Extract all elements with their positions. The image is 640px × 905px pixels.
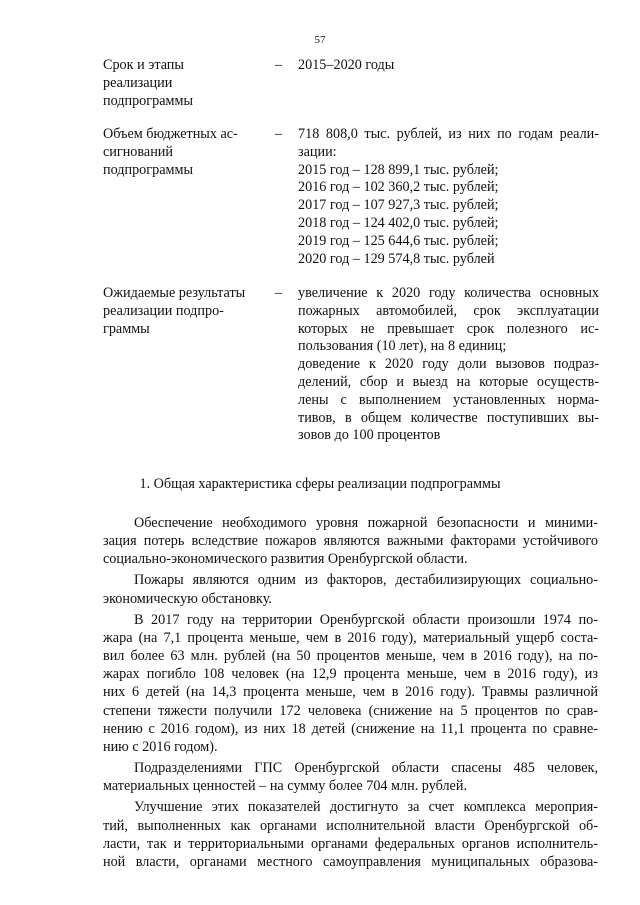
paragraph — [103, 798, 598, 871]
text-line: степени тяжести получили 172 человека (снижение на 5 процентов по срав- — [103, 702, 598, 719]
value-line: пожарных автомобилей, срок эксплуатации — [298, 302, 599, 319]
value-line: 2017 год – 107 927,3 тыс. рублей; — [298, 197, 499, 214]
value-line: увеличение к 2020 году количества основных — [298, 285, 599, 301]
passport-value — [298, 126, 599, 268]
label-line: реализации подпро- — [103, 302, 224, 319]
passport-dash: – — [275, 285, 283, 301]
passport-label — [103, 285, 263, 338]
text-line: них 6 детей (на 14,3 процента меньше, чем в 2016 году). Травмы различной — [103, 684, 598, 701]
value-line: лены с выполнением установленных норма- — [298, 391, 599, 408]
label-line: подпрограммы — [103, 92, 193, 109]
value-line: 2015–2020 годы — [298, 57, 395, 73]
value-line: доведение к 2020 году доли вызовов подраз- — [298, 356, 599, 373]
text-line: Пожары являются одним из факторов, дестабилизирующих социально- — [134, 572, 598, 589]
text-line: вил более 63 млн. рублей (на 50 процентов меньше, чем в 2016 году), на по- — [103, 648, 598, 665]
value-line: 2020 год – 129 574,8 тыс. рублей — [298, 250, 495, 267]
label-line: Срок и этапы — [103, 57, 184, 73]
section-heading: 1. Общая характеристика сферы реализации подпрограммы — [139, 476, 501, 492]
paragraph — [103, 611, 598, 756]
text-line: экономическую обстановку. — [103, 590, 272, 607]
text-line: В 2017 году на территории Оренбургской области произошли 1974 по- — [134, 611, 598, 628]
text-line: нию с 2016 годом). — [103, 738, 218, 755]
text-line: тий, выполненных как органами исполнительной власти Оренбургской об- — [103, 817, 598, 834]
value-line: зации: — [298, 143, 337, 160]
text-line: нению с 2016 годом), из них 18 детей (снижение на 11,1 процента по сравне- — [103, 720, 598, 737]
label-line: Ожидаемые результаты — [103, 285, 246, 301]
value-line: 2016 год – 102 360,2 тыс. рублей; — [298, 179, 499, 196]
paragraph — [103, 759, 598, 795]
text-line: Улучшение этих показателей достигнуто за счет комплекса мероприя- — [134, 799, 598, 816]
value-line: 2019 год – 125 644,6 тыс. рублей; — [298, 232, 499, 249]
text-line: Обеспечение необходимого уровня пожарной безопасности и миними- — [134, 515, 598, 531]
paragraph — [103, 571, 598, 607]
passport-value — [298, 57, 599, 75]
text-line: зация потерь вследствие пожаров являются важными факторами устойчивого — [103, 533, 598, 550]
passport-label — [103, 57, 263, 110]
value-line: делений, сбор и выезд на которые осуществ- — [298, 373, 599, 390]
label-line: граммы — [103, 320, 150, 337]
passport-label — [103, 126, 263, 179]
text-line: материальных ценностей – на сумму более 704 млн. рублей. — [103, 778, 467, 795]
label-line: реализации — [103, 74, 173, 91]
label-line: Объем бюджетных ас- — [103, 126, 238, 142]
page-number: 57 — [314, 34, 326, 46]
value-line: которых не превышает срок полезного ис- — [298, 320, 599, 337]
text-line: ной власти, органами местного самоуправления муниципальных образова- — [103, 853, 598, 870]
passport-dash: – — [275, 57, 283, 73]
passport-dash: – — [275, 126, 283, 142]
label-line: сигнований — [103, 143, 173, 160]
label-line: подпрограммы — [103, 161, 193, 178]
text-line: ласти, так и территориальными органами федеральных органов исполнитель- — [103, 835, 598, 852]
text-line: Подразделениями ГПС Оренбургской области спасены 485 человек, — [134, 760, 598, 777]
passport-value — [298, 285, 599, 445]
value-line: 2015 год – 128 899,1 тыс. рублей; — [298, 161, 499, 178]
value-line: тивов, в общем количестве поступивших вы- — [298, 409, 599, 426]
paragraph — [103, 514, 598, 568]
text-line: жарах погибло 108 человек (на 12,9 процента меньше, чем в 2016 году), из — [103, 666, 598, 683]
text-line: социально-экономического развития Оренбургской области. — [103, 551, 468, 568]
value-line: 718 808,0 тыс. рублей, из них по годам реали- — [298, 126, 599, 142]
value-line: 2018 год – 124 402,0 тыс. рублей; — [298, 214, 499, 231]
value-line: пользования (10 лет), на 8 единиц; — [298, 338, 507, 355]
body-text — [103, 514, 598, 871]
value-line: зовов до 100 процентов — [298, 427, 441, 444]
text-line: жара (на 7,1 процента меньше, чем в 2016 году), материальный ущерб соста- — [103, 629, 598, 646]
